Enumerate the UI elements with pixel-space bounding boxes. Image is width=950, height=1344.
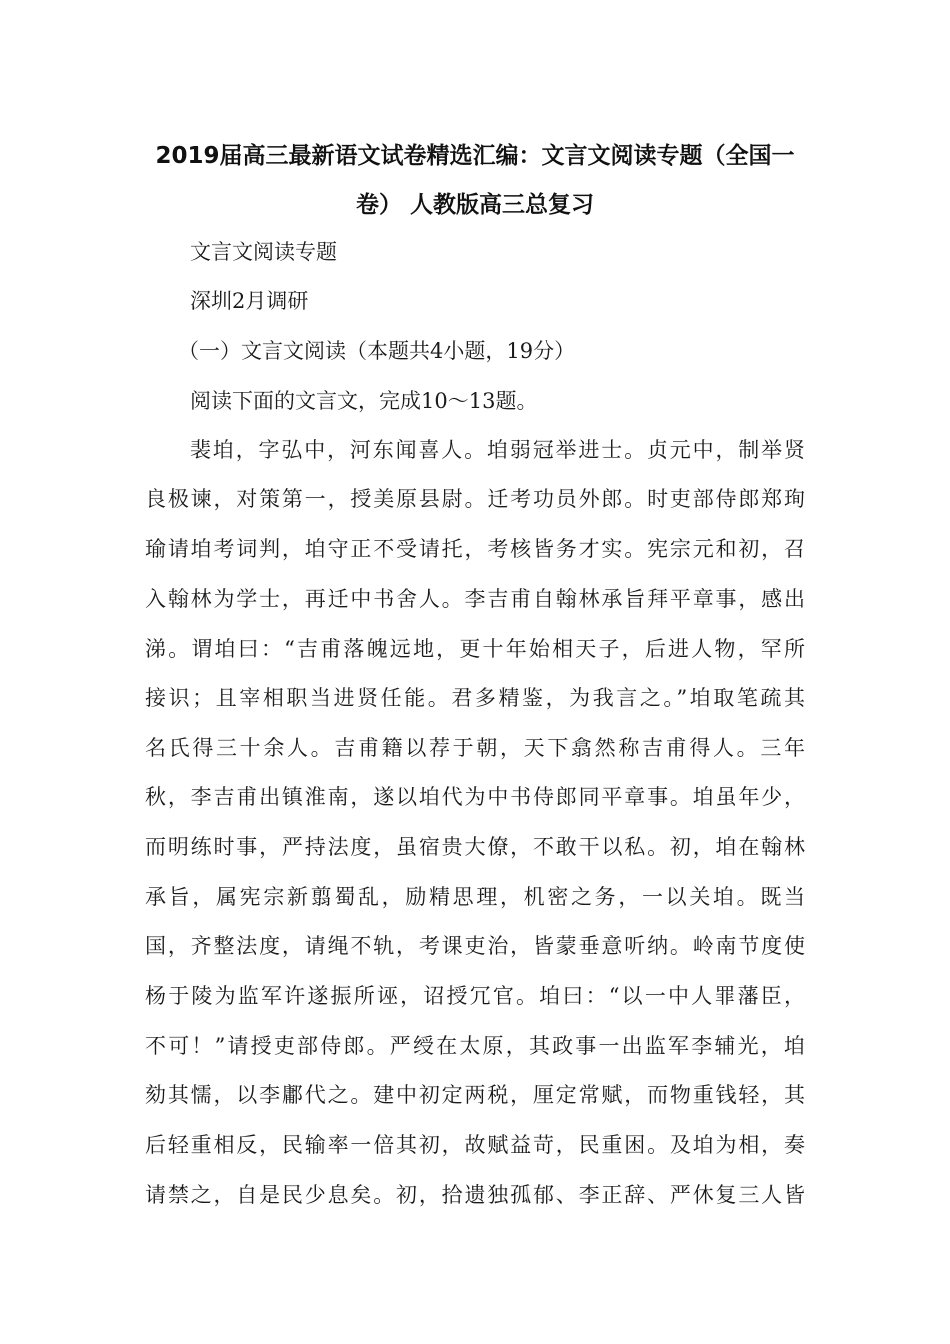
passage-line: 请禁之，自是民少息矣。初，拾遗独孤郁、李正辞、严休复三人皆 <box>145 1183 805 1207</box>
exam-source: 深圳2月调研 <box>190 289 309 313</box>
passage-line: 名氏得三十余人。吉甫籍以荐于朝，天下翕然称吉甫得人。三年 <box>145 736 805 760</box>
passage-line: 后轻重相反，民输率一倍其初，故赋益苛，民重困。及垍为相，奏 <box>145 1133 805 1157</box>
passage-line: 良极谏，对策第一，授美原县尉。迁考功员外郎。时吏部侍郎郑珣 <box>145 487 805 511</box>
passage-line: 劾其懦，以李鄘代之。建中初定两税，厘定常赋，而物重钱轻，其 <box>145 1083 805 1107</box>
instruction-text: 阅读下面的文言文，完成10～13题。 <box>190 389 538 413</box>
passage-line: 接识；且宰相职当进贤任能。君多精鉴，为我言之。”垍取笔疏其 <box>145 686 805 710</box>
passage-line: 承旨，属宪宗新翦蜀乱，励精思理，机密之务，一以关垍。既当 <box>145 885 805 909</box>
section-heading: 文言文阅读专题 <box>190 240 337 264</box>
document-title-line-1: 2019届高三最新语文试卷精选汇编：文言文阅读专题（全国一 <box>155 143 795 169</box>
passage-line: 杨于陵为监军许遂振所诬，诏授冗官。垍曰：“以一中人罪藩臣， <box>145 984 805 1008</box>
passage-line: 国，齐整法度，请绳不轨，考课吏治，皆蒙垂意听纳。岭南节度使 <box>145 934 805 958</box>
passage-line: 而明练时事，严持法度，虽宿贵大僚，不敢干以私。初，垍在翰林 <box>145 835 805 859</box>
question-group-heading: （一）文言文阅读（本题共4小题，19分） <box>178 339 576 363</box>
passage-line: 秋，李吉甫出镇淮南，遂以垍代为中书侍郎同平章事。垍虽年少， <box>145 785 805 809</box>
document-title-line-2: 卷） 人教版高三总复习 <box>355 192 594 218</box>
passage-line: 入翰林为学士，再迁中书舍人。李吉甫自翰林承旨拜平章事，感出 <box>145 587 805 611</box>
passage-line: 涕。谓垍曰：“吉甫落魄远地，更十年始相天子，后进人物，罕所 <box>145 637 805 661</box>
passage-line: 瑜请垍考词判，垍守正不受请托，考核皆务才实。宪宗元和初，召 <box>145 537 805 561</box>
passage-line: 不可！”请授吏部侍郎。严绶在太原，其政事一出监军李辅光，垍 <box>145 1034 805 1058</box>
passage-line: 裴垍，字弘中，河东闻喜人。垍弱冠举进士。贞元中，制举贤 <box>190 438 805 462</box>
